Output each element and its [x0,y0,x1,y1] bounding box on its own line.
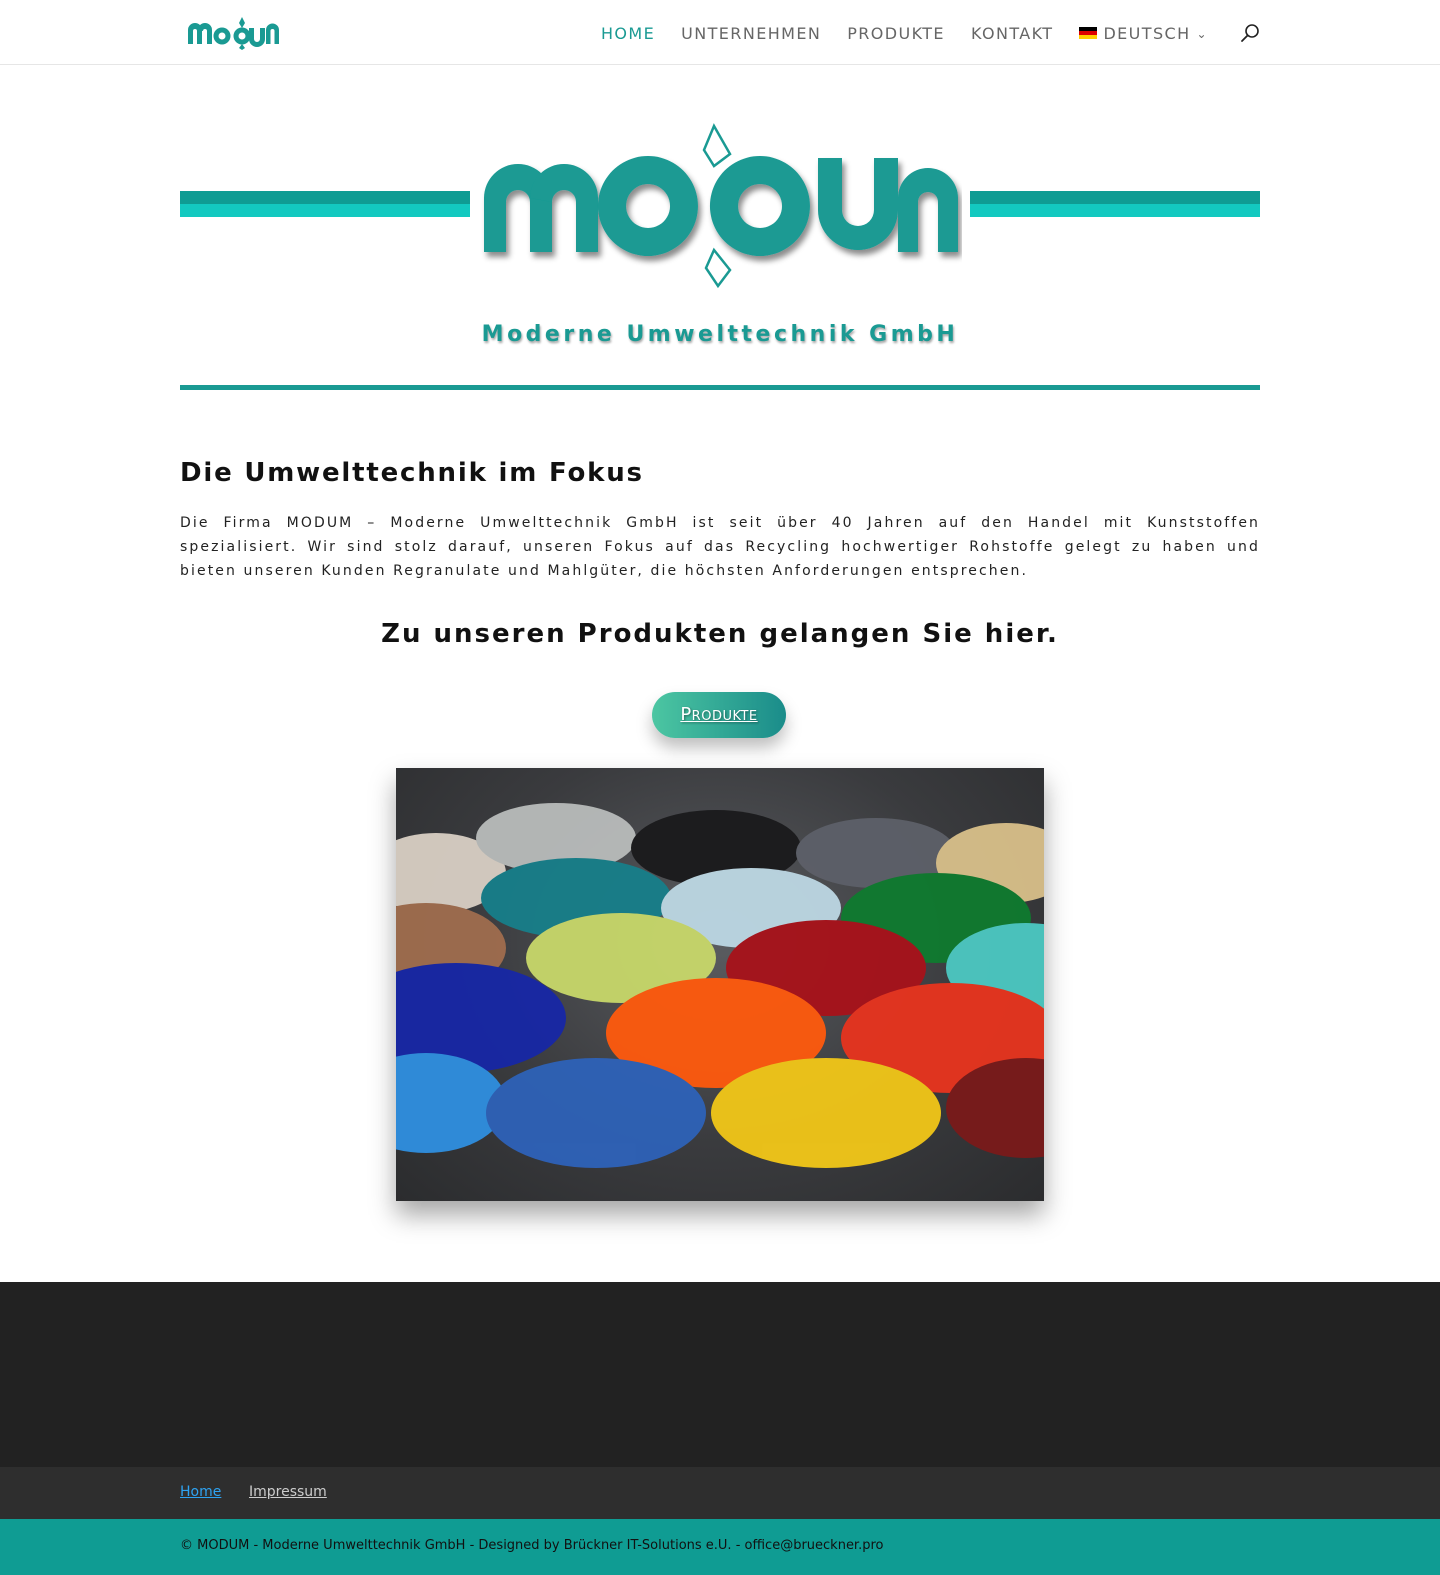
nav-home[interactable]: HOME [601,23,656,43]
main-nav [601,21,1234,45]
hero-divider [180,385,1260,390]
hero-tagline: Moderne Umwelttechnik GmbH [481,322,959,347]
hero-banner [180,120,1260,395]
site-header [0,0,1440,65]
nav-produkte[interactable]: PRODUKTE [847,23,945,43]
language-label: DEUTSCH [1103,23,1191,43]
nav-unternehmen[interactable]: UNTERNEHMEN [681,23,822,43]
search-icon[interactable] [1240,22,1262,44]
hero-stripe-left [180,191,470,217]
page-title: Die Umwelttechnik im Fokus [180,458,644,488]
footer-link-impressum[interactable]: Impressum [249,1484,327,1500]
header-logo[interactable] [186,14,284,50]
products-button[interactable]: Produkte [652,692,786,738]
footer-credits [0,1519,1440,1575]
plastic-granulate-image [396,768,1044,1201]
nav-kontakt[interactable]: KONTAKT [970,23,1054,43]
intro-paragraph: Die Firma MODUM – Moderne Umwelttechnik GmbH ist seit über 40 Jahren auf den Handel mit Kunststoffen spezialisiert. Wir sind stolz darauf, unseren Fokus auf das Recycling hochwertiger Rohstoffe gelegt zu haben und bieten unseren Kunden Regranulate und Mahlgüter, die höchsten Anforderungen entsprechen. [180,515,1260,579]
chevron-down-icon: ⌄ [1196,27,1208,41]
credits-text: © MODUM - Moderne Umwelttechnik GmbH - Designed by Brückner IT-Solutions e.U. - office@brueckner.pro [180,1538,884,1553]
footer-nav [0,1467,1440,1519]
language-switcher[interactable] [1079,24,1208,43]
hero-stripe-right [970,191,1260,217]
hero-logo [478,120,962,292]
footer-widget-area [0,1282,1440,1467]
products-cta-heading: Zu unseren Produkten gelangen Sie hier. [381,619,1059,649]
footer-link-home[interactable]: Home [180,1484,222,1500]
germany-flag-icon [1079,27,1097,39]
